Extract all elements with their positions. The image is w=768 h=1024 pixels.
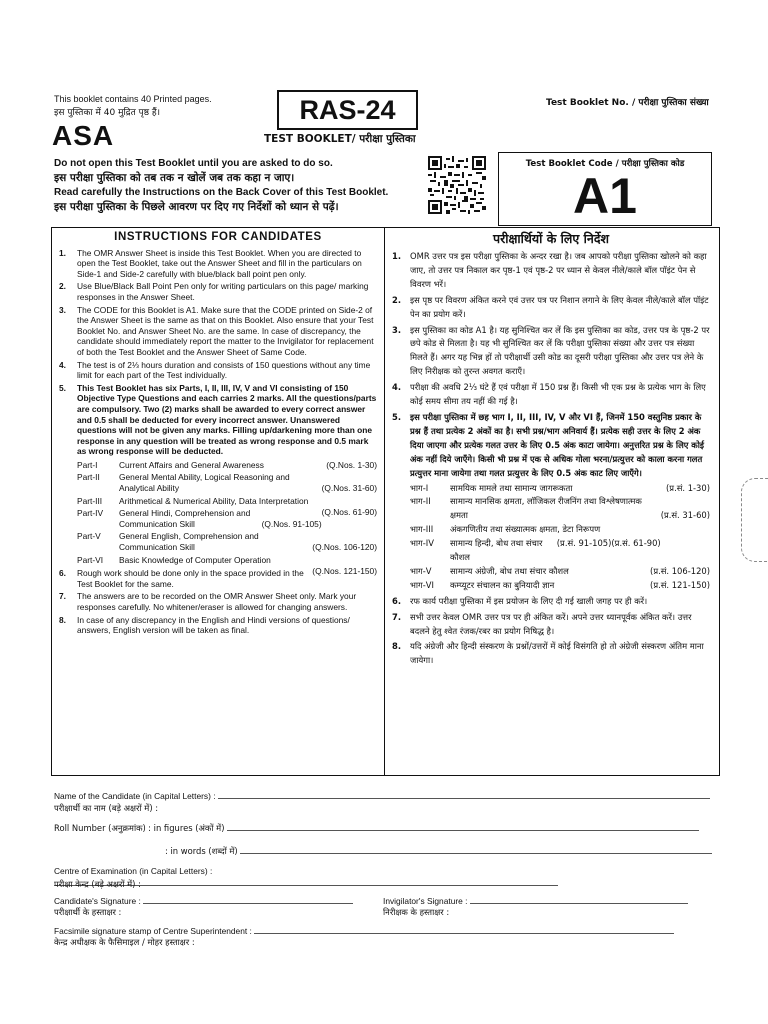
item-number: 5.	[392, 411, 402, 422]
inv-sig-line[interactable]	[470, 895, 688, 904]
roll-figures-field[interactable]	[54, 822, 714, 834]
item-number: 5.	[59, 382, 66, 393]
instructions-box	[51, 227, 720, 776]
series-label: ASA	[52, 120, 115, 151]
part-qnos: (प्र.सं. 121-150)	[650, 579, 710, 590]
part-qnos: (Q.Nos. 31-60)	[321, 483, 377, 494]
instruction-hi-5	[392, 411, 710, 481]
part-label: Part-I	[77, 459, 98, 470]
invigilator-signature-field[interactable]	[383, 895, 715, 907]
part-row	[77, 508, 377, 529]
item-text: यदि अंग्रेजी और हिन्दी संस्करण के प्रश्नों/उत्तरों में कोई विसंगति हो तो अंग्रेजी संस्करण अंतिम माना जायेगा।	[410, 641, 704, 666]
part-row	[77, 460, 377, 471]
roll-words-field[interactable]	[165, 845, 715, 857]
warning-hi: इस परीक्षा पुस्तिका को तब तक न खोलें जब तक कहा न जाए।	[54, 172, 295, 184]
roll-figures-line[interactable]	[227, 822, 699, 831]
cand-sig-label-en: Candidate's Signature :	[54, 896, 141, 906]
name-label-hi: परीक्षार्थी का नाम (बड़े अक्षरों में) :	[54, 803, 159, 813]
instruction-hi-7	[392, 611, 710, 639]
cand-sig-label-hi: परीक्षार्थी के हस्ताक्षर :	[54, 907, 122, 917]
part-label: भाग-I	[410, 482, 429, 493]
item-number: 7.	[392, 611, 402, 622]
read-en: Read carefully the Instructions on the Back Cover of this Test Booklet.	[54, 187, 389, 198]
part-qnos: (Q.Nos. 121-150)	[312, 565, 377, 576]
centre-field[interactable]	[54, 866, 714, 889]
read-hi: इस परीक्षा पुस्तिका के पिछले आवरण पर दिए गए निर्देशों को ध्यान से पढ़ें।	[54, 201, 339, 213]
parts-list-hi	[392, 482, 710, 593]
item-number: 8.	[392, 641, 402, 652]
stamp-label-en: Facsimile signature stamp of Centre Superintendent :	[54, 926, 252, 936]
part-row	[410, 537, 710, 565]
part-qnos: (Q.Nos. 106-120)	[312, 542, 377, 553]
instructions-hi	[392, 231, 710, 668]
item-number: 7.	[59, 591, 66, 602]
centre-label-en: Centre of Examination (in Capital Letters) :	[54, 866, 213, 876]
part-name: General English, Comprehension and Communication Skill	[119, 531, 259, 553]
qr-code-icon	[428, 156, 486, 214]
instruction-hi-1	[392, 250, 710, 292]
booklet-code-label: Test Booklet Code / परीक्षा पुस्तिका कोड	[525, 159, 685, 169]
instruction-hi-3	[392, 324, 710, 380]
item-number: 4.	[392, 382, 402, 393]
part-qnos: (प्र.सं. 31-60)	[660, 510, 710, 521]
part-name: सामान्य हिन्दी, बोध तथा संचार कौशल	[450, 538, 543, 563]
part-name: अंकगणितीय तथा संख्यात्मक क्षमता, डेटा निरूपण	[450, 524, 601, 535]
stamp-label-hi: केन्द्र अधीक्षक के फैसिमाइल / मोहर हस्ताक्षर :	[54, 937, 195, 947]
instructions-hi-title: परीक्षार्थियों के लिए निर्देश	[493, 231, 609, 246]
item-number: 1.	[59, 247, 66, 258]
item-number: 6.	[59, 568, 66, 579]
item-text: इस पृष्ठ पर विवरण अंकित करने एवं उत्तर पत्र पर निशान लगाने के लिए केवल नीले/काले बॉल पॉइंट पेन का प्रयोग करें।	[410, 294, 709, 319]
instruction-en-7	[59, 591, 377, 612]
parts-list-en	[59, 459, 377, 576]
inv-sig-label-hi: निरीक्षक के हस्ताक्षर :	[383, 907, 450, 917]
stamp-line[interactable]	[254, 925, 674, 934]
instruction-en-4	[59, 360, 377, 381]
item-text: इस पुस्तिका का कोड A1 है। यह सुनिश्चित कर लें कि इस पुस्तिका का कोड, उत्तर पत्र के पृष्ठ-2 पर छपे कोड से मिलता है। यह भी सुनिश्चित कर लें कि परीक्षा पुस्तिका संख्या और उत्तर पत्र संख्या मिलते हैं। अगर यह भिन्न हों तो परीक्षार्थी उसी कोड का दूसरी परीक्षा पुस्तिका और उत्तर पत्र लेने के लिए निरीक्षक को तुरन्त अवगत कराएँ।	[410, 324, 710, 377]
exam-code: RAS-24	[277, 90, 418, 130]
part-qnos: (Q.Nos. 1-30)	[326, 459, 377, 470]
instruction-en-3	[59, 305, 377, 358]
item-number: 3.	[59, 304, 66, 315]
booklet-no-label: Test Booklet No. / परीक्षा पुस्तिका संख्या	[546, 98, 709, 108]
item-text: In case of any discrepancy in the English and Hindi versions of questions/ answers, English version will be taken as final.	[77, 614, 350, 636]
candidate-name-field[interactable]	[54, 790, 714, 802]
column-divider	[384, 228, 385, 775]
part-name: General Hindi, Comprehension and Communication Skill	[119, 508, 251, 529]
item-text: Use Blue/Black Ball Point Pen only for writing particulars on this page/ marking responses in the Answer Sheet.	[77, 281, 369, 302]
part-row	[410, 495, 710, 523]
part-label: भाग-IV	[410, 538, 434, 549]
part-name: सामान्य मानसिक क्षमता, लॉजिकल रीजनिंग तथा विश्लेषणात्मक क्षमता	[450, 496, 642, 521]
part-name: Arithmetical & Numerical Ability, Data Interpretation	[119, 495, 309, 506]
item-number: 2.	[59, 281, 66, 292]
candidate-signature-field[interactable]	[54, 895, 374, 907]
item-text: परीक्षा की अवधि 2⅓ घंटे हैं एवं परीक्षा में 150 प्रश्न हैं। किसी भी एक प्रश्न के प्रत्येक भाग के लिए कोई समय सीमा तय नहीं की गई है।	[410, 382, 706, 407]
instruction-en-6	[59, 565, 377, 589]
part-label: Part-III	[77, 495, 103, 506]
item-text: The answers are to be recorded on the OMR Answer Sheet only. Mark your responses carefully. No whitener/eraser is allowed for changing answers.	[77, 591, 357, 612]
part-qnos: (प्र.सं. 1-30)	[666, 482, 710, 493]
item-number: 6.	[392, 595, 402, 606]
superintendent-stamp-field[interactable]	[54, 925, 714, 937]
part-name: सामान्य अंग्रेजी, बोध तथा संचार कौशल	[450, 565, 569, 576]
item-number: 4.	[59, 359, 66, 370]
test-booklet-label: TEST BOOKLET/ परीक्षा पुस्तिका	[264, 133, 416, 145]
part-label: Part-IV	[77, 508, 104, 519]
part-qnos: (प्र.सं. 106-120)	[650, 565, 710, 576]
item-text: रफ कार्य परीक्षा पुस्तिका में इस प्रयोजन के लिए दी गई खाली जगह पर ही करें।	[410, 595, 648, 606]
part-qnos: (प्र.सं. 91-105)	[556, 538, 612, 549]
part-row	[410, 565, 710, 579]
instruction-en-1	[59, 248, 377, 280]
item-number: 1.	[392, 251, 402, 261]
item-text: इस परीक्षा पुस्तिका में छह भाग I, II, III, IV, V और VI हैं, जिनमें 150 वस्तुनिष्ठ प्रकार के प्रश्न हैं तथा प्रत्येक 2 अंकों का है। सभी प्रश्न/भाग अनिवार्य हैं। प्रत्येक सही उत्तर के लिए 2 अंक दिया जाएगा और प्रत्येक गलत उत्तर के लिए 0.5 अंक काटा जायेगा। अनुत्तरित प्रश्न के लिए कोई अंक नहीं दिये जाएँगे। किसी भी प्रश्न में एक से अधिक गोला भरना/प्रत्युत्तर को काला करना गलत प्रत्युत्तर माना जायेगा तथा गलत प्रत्युत्तर के लिए 0.5 अंक काट लिए जाएँगे।	[410, 411, 705, 478]
item-text: सभी उत्तर केवल OMR उत्तर पत्र पर ही अंकित करें। अपने उत्तर ध्यानपूर्वक अंकित करें। उत्तर बदलने हेतु श्वेत रंजक/रबर का प्रयोग निषिद्ध है।	[410, 611, 692, 636]
name-label-en: Name of the Candidate (in Capital Letters) :	[54, 791, 216, 801]
name-line[interactable]	[218, 790, 710, 799]
part-row	[410, 579, 710, 593]
part-label: Part-II	[77, 472, 100, 483]
instructions-en-title: INSTRUCTIONS FOR CANDIDATES	[114, 231, 322, 243]
instruction-en-5	[59, 383, 377, 457]
instruction-en-2	[59, 281, 377, 302]
instruction-hi-2	[392, 294, 710, 322]
instruction-hi-4	[392, 381, 710, 409]
instruction-en-8	[59, 615, 377, 636]
part-name: Current Affairs and General Awareness	[119, 459, 264, 470]
instruction-hi-6	[392, 595, 710, 609]
item-text: This Test Booklet has six Parts, I, II, III, IV, V and VI consisting of 150 Objective Type Questions and each carries 2 marks. All the questions/parts are compulsory. Two (2) marks shall be awarded to every correct answer and 0.5 shall be deducted for every incorrect answer. Unanswered questions will not be given any marks. Filling up/darkening more than one response in any question will be treated as wrong response and 0.5 mark as wrong response will be deducted.	[77, 382, 377, 457]
printed-pages-en: This booklet contains 40 Printed pages.	[54, 94, 212, 104]
item-number: 2.	[392, 294, 402, 305]
centre-label-hi: परीक्षा केन्द्र (बड़े अक्षरों में) :	[54, 879, 141, 889]
part-name: कम्प्यूटर संचालन का बुनियादी ज्ञान	[450, 579, 555, 590]
part-name: Basic Knowledge of Computer Operation	[119, 554, 271, 565]
roll-label: Roll Number (अनुक्रमांक)	[54, 823, 146, 833]
part-label: Part-V	[77, 531, 101, 542]
item-number: 3.	[392, 324, 402, 335]
part-qnos: (प्र.सं. 61-90)	[611, 538, 661, 549]
booklet-code-box	[498, 152, 712, 226]
part-row	[77, 472, 377, 493]
printed-pages-hi: इस पुस्तिका में 40 मुद्रित पृष्ठ हैं।	[54, 108, 161, 118]
part-qnos: (Q.Nos. 91-105)	[261, 519, 322, 530]
cand-sig-line[interactable]	[143, 895, 353, 904]
item-text: The test is of 2⅓ hours duration and consists of 150 questions without any time limit for each part of the Test individually.	[77, 359, 371, 381]
part-label: भाग-III	[410, 524, 434, 535]
booklet-code: A1	[573, 168, 637, 224]
part-row	[77, 531, 377, 552]
instructions-en	[59, 232, 377, 636]
item-text: Rough work should be done only in the space provided in the Test Booklet for the same.	[77, 568, 304, 589]
in-words-label: : in words (शब्दों में)	[165, 846, 238, 856]
part-name: General Mental Ability, Logical Reasoning and Analytical Ability	[119, 472, 290, 494]
part-label: Part-VI	[77, 554, 104, 565]
item-text: OMR उत्तर पत्र इस परीक्षा पुस्तिका के अन्दर रखा है। जब आपको परीक्षा पुस्तिका खोलने को कहा जाए, तो उत्तर पत्र निकाल कर पृष्ठ-1 एवं पृष्ठ-2 पर ध्यान से केवल नीले/काले बॉल पॉइंट पेन से विवरण भरें।	[410, 251, 707, 289]
warning-en: Do not open this Test Booklet until you are asked to do so.	[54, 158, 333, 169]
part-label: भाग-V	[410, 565, 432, 576]
part-row	[77, 554, 377, 576]
inv-sig-label-en: Invigilator's Signature :	[383, 896, 468, 906]
item-text: The CODE for this Booklet is A1. Make sure that the CODE printed on Side-2 of the Answer Sheet is the same as that on this Booklet. Also ensure that your Test Booklet No. and Answer Sheet No. are the same. In case of discrepancy, the candidate should immediately report the matter to the Invigilator for replacement of both the Test Booklet and the Answer Sheet of Same Code.	[77, 304, 374, 357]
part-label: भाग-VI	[410, 579, 434, 590]
part-qnos: (Q.Nos. 61-90)	[321, 506, 377, 517]
part-row	[410, 482, 710, 496]
item-number: 8.	[59, 614, 66, 625]
instruction-hi-8	[392, 640, 710, 668]
part-name: सामयिक मामले तथा सामान्य जागरूकता	[450, 482, 573, 493]
perforation-mark	[741, 478, 768, 562]
item-text: The OMR Answer Sheet is inside this Test Booklet. When you are directed to open the Test Booklet, take out the Answer Sheet and fill in the particulars on Side-1 and Side-2 carefully with blue/black ball point pen only.	[77, 247, 362, 279]
roll-words-line[interactable]	[240, 845, 712, 854]
in-figures-label: : in figures (अंकों में)	[148, 823, 225, 833]
part-label: भाग-II	[410, 496, 431, 507]
